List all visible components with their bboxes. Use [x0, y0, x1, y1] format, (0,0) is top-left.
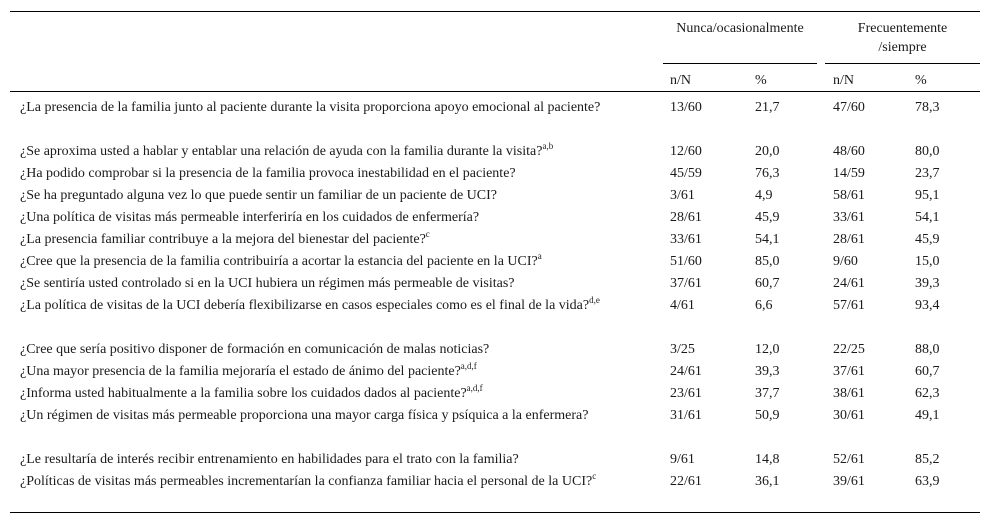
cell-frequent-nN: 57/61	[833, 298, 865, 313]
header-group-frequently: Frecuentemente /siempre	[857, 21, 948, 55]
cell-frequent-nN: 37/61	[833, 364, 865, 379]
cell-never-nN: 33/61	[670, 232, 702, 247]
header-group1-rule	[663, 63, 817, 64]
cell-never-nN: 37/61	[670, 276, 702, 291]
cell-never-pct: 4,9	[755, 188, 773, 203]
row-question-text: ¿Un régimen de visitas más permeable proporciona una mayor carga física y psíquica a la enfermera?	[20, 408, 589, 423]
cell-never-nN: 3/25	[670, 342, 695, 357]
row-footnote-marker: a	[537, 251, 542, 261]
cell-frequent-nN: 33/61	[833, 210, 865, 225]
row-footnote-marker: a,b	[542, 141, 554, 151]
row-question	[20, 163, 620, 184]
cell-frequent-pct: 78,3	[915, 100, 940, 115]
table-row	[10, 361, 980, 383]
row-question	[20, 449, 620, 470]
subheader-pct-2: %	[915, 73, 927, 88]
cell-never-pct: 12,0	[755, 342, 780, 357]
row-question-text: ¿Una mayor presencia de la familia mejoraría el estado de ánimo del paciente?	[20, 364, 461, 379]
row-question-text: ¿Una política de visitas más permeable interferiría en los cuidados de enfermería?	[20, 210, 480, 225]
cell-never-pct: 76,3	[755, 166, 780, 181]
cell-frequent-pct: 85,2	[915, 452, 940, 467]
cell-frequent-pct: 62,3	[915, 386, 940, 401]
row-question	[20, 405, 620, 426]
table-row	[10, 97, 980, 141]
row-question	[20, 251, 620, 272]
cell-never-nN: 22/61	[670, 474, 702, 489]
cell-never-pct: 50,9	[755, 408, 780, 423]
cell-frequent-nN: 28/61	[833, 232, 865, 247]
cell-never-nN: 31/61	[670, 408, 702, 423]
row-question	[20, 185, 620, 206]
cell-frequent-pct: 63,9	[915, 474, 940, 489]
row-question-text: ¿Se ha preguntado alguna vez lo que puede sentir un familiar de un paciente de UCI?	[20, 188, 497, 203]
row-question-text: ¿Ha podido comprobar si la presencia de la familia provoca inestabilidad en el paciente?	[20, 166, 516, 181]
table-row	[10, 185, 980, 207]
cell-frequent-pct: 95,1	[915, 188, 940, 203]
row-footnote-marker: d,e	[589, 295, 600, 305]
table-bottom-rule	[10, 512, 980, 513]
cell-never-pct: 60,7	[755, 276, 780, 291]
table-row	[10, 229, 980, 251]
cell-never-nN: 45/59	[670, 166, 702, 181]
row-question-text: ¿La presencia familiar contribuye a la mejora del bienestar del paciente?	[20, 232, 426, 247]
cell-never-nN: 4/61	[670, 298, 695, 313]
row-footnote-marker: c	[425, 229, 430, 239]
table-row	[10, 449, 980, 471]
cell-frequent-pct: 23,7	[915, 166, 940, 181]
cell-never-pct: 45,9	[755, 210, 780, 225]
table-row	[10, 251, 980, 273]
cell-frequent-nN: 52/61	[833, 452, 865, 467]
cell-frequent-pct: 15,0	[915, 254, 940, 269]
cell-frequent-pct: 88,0	[915, 342, 940, 357]
header-group2-rule	[825, 63, 980, 64]
table-row	[10, 405, 980, 449]
cell-frequent-nN: 22/25	[833, 342, 865, 357]
cell-frequent-pct: 60,7	[915, 364, 940, 379]
row-question	[20, 339, 620, 360]
cell-never-pct: 6,6	[755, 298, 773, 313]
row-question-text: ¿Informa usted habitualmente a la familia sobre los cuidados dados al paciente?	[20, 386, 467, 401]
row-footnote-marker: a,d,f	[460, 361, 477, 371]
cell-frequent-pct: 45,9	[915, 232, 940, 247]
cell-frequent-nN: 38/61	[833, 386, 865, 401]
cell-never-nN: 51/60	[670, 254, 702, 269]
row-question-text: ¿La política de visitas de la UCI debería flexibilizarse en casos especiales como es el final de la vida?	[20, 298, 590, 313]
cell-frequent-pct: 93,4	[915, 298, 940, 313]
row-question	[20, 207, 620, 228]
cell-never-nN: 13/60	[670, 100, 702, 115]
row-question-text: ¿Se sentiría usted controlado si en la UCI hubiera un régimen más permeable de visitas?	[20, 276, 515, 291]
cell-never-nN: 28/61	[670, 210, 702, 225]
table-top-rule	[10, 11, 980, 12]
row-question	[20, 141, 620, 162]
cell-frequent-nN: 30/61	[833, 408, 865, 423]
cell-never-pct: 54,1	[755, 232, 780, 247]
row-question-text: ¿Políticas de visitas más permeables incrementarían la confianza familiar hacia el personal de la UCI?	[20, 474, 593, 489]
table-row	[10, 141, 980, 163]
header-group-never: Nunca/ocasionalmente	[676, 21, 804, 36]
subheader-nN-1: n/N	[670, 73, 691, 88]
cell-never-pct: 37,7	[755, 386, 780, 401]
table-row	[10, 207, 980, 229]
cell-frequent-nN: 24/61	[833, 276, 865, 291]
cell-never-pct: 21,7	[755, 100, 780, 115]
row-footnote-marker: c	[592, 471, 597, 481]
row-question	[20, 229, 620, 250]
cell-never-pct: 39,3	[755, 364, 780, 379]
cell-frequent-nN: 58/61	[833, 188, 865, 203]
row-question	[20, 361, 620, 382]
row-question	[20, 295, 620, 316]
cell-frequent-nN: 39/61	[833, 474, 865, 489]
cell-never-pct: 85,0	[755, 254, 780, 269]
table-row	[10, 273, 980, 295]
row-question	[20, 273, 620, 294]
table-row	[10, 295, 980, 339]
table-row	[10, 471, 980, 515]
subheader-nN-2: n/N	[833, 73, 854, 88]
header-bottom-rule	[10, 91, 980, 92]
cell-frequent-nN: 47/60	[833, 100, 865, 115]
cell-never-pct: 36,1	[755, 474, 780, 489]
row-question	[20, 97, 620, 118]
cell-frequent-pct: 80,0	[915, 144, 940, 159]
row-question	[20, 471, 620, 492]
cell-never-nN: 12/60	[670, 144, 702, 159]
cell-never-nN: 3/61	[670, 188, 695, 203]
subheader-pct-1: %	[755, 73, 767, 88]
table-row	[10, 163, 980, 185]
cell-never-nN: 9/61	[670, 452, 695, 467]
cell-frequent-nN: 9/60	[833, 254, 858, 269]
table-body	[10, 97, 980, 515]
cell-frequent-nN: 14/59	[833, 166, 865, 181]
cell-never-pct: 20,0	[755, 144, 780, 159]
row-question-text: ¿Le resultaría de interés recibir entrenamiento en habilidades para el trato con la familia?	[20, 452, 519, 467]
row-question-text: ¿Cree que sería positivo disponer de formación en comunicación de malas noticias?	[20, 342, 490, 357]
row-footnote-marker: a,d,f	[466, 383, 483, 393]
cell-frequent-pct: 54,1	[915, 210, 940, 225]
cell-never-nN: 24/61	[670, 364, 702, 379]
table-row	[10, 383, 980, 405]
row-question-text: ¿La presencia de la familia junto al paciente durante la visita proporciona apoyo emocional al paciente?	[20, 100, 601, 115]
row-question-text: ¿Se aproxima usted a hablar y entablar una relación de ayuda con la familia durante la visita?	[20, 144, 543, 159]
cell-frequent-pct: 49,1	[915, 408, 940, 423]
cell-never-pct: 14,8	[755, 452, 780, 467]
cell-frequent-nN: 48/60	[833, 144, 865, 159]
cell-frequent-pct: 39,3	[915, 276, 940, 291]
row-question-text: ¿Cree que la presencia de la familia contribuiría a acortar la estancia del paciente en la UCI?	[20, 254, 538, 269]
row-question	[20, 383, 620, 404]
cell-never-nN: 23/61	[670, 386, 702, 401]
table-row	[10, 339, 980, 361]
